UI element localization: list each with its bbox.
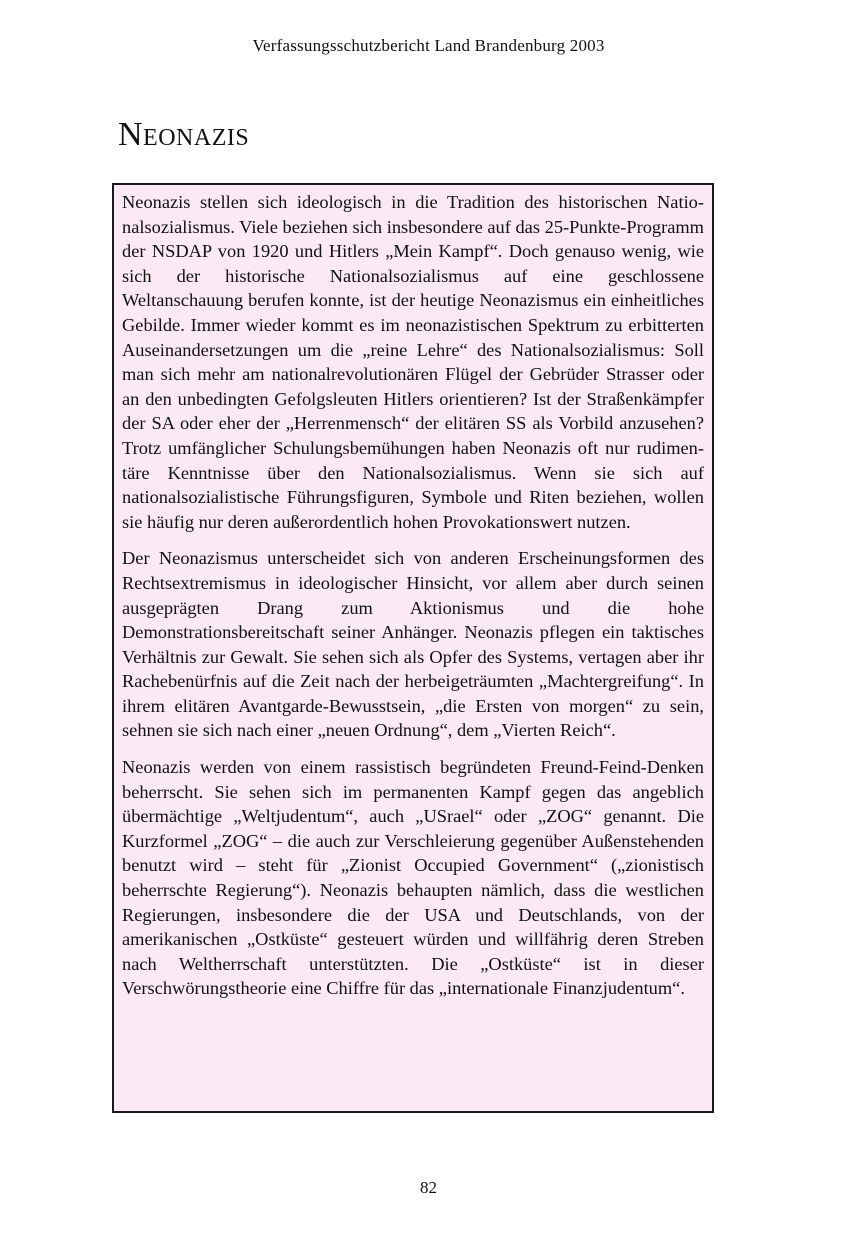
info-paragraph-3: Neonazis werden von einem rassistisch begründeten Freund-Feind-Denken beherrscht. Sie sehen sich im permanenten Kampf gegen das angeblich übermächtige „Weltjudentum“, auch „USrael“ oder „ZOG“ genannt. Die Kurzformel „ZOG“ – die auch zur Verschleierung gegenüber Außenstehenden benutzt wird – steht für „Zionist Occupied Government“ („zionistisch beherrschte Regierung“). Neonazis behaupten nämlich, dass die westlichen Regierungen, insbesondere die der USA und Deutschlands, von der amerikanischen „Ostküste“ gesteuert würden und willfährig deren Streben nach Weltherrschaft unterstützten. Die „Ostküste“ ist in dieser Verschwörungstheorie eine Chiffre für das „internationale Finanzjudentum“.: [122, 757, 704, 999]
section-title: Neonazis: [118, 116, 250, 153]
page-number: 82: [420, 1178, 437, 1197]
info-box: [112, 183, 714, 1113]
info-paragraph-2: Der Neonazismus unterscheidet sich von anderen Erscheinungsformen des Rechtsextremismus in ideologischer Hinsicht, vor allem aber durch seinen ausgeprägten Drang zum Aktionismus und die hohe Demonstrationsbereitschaft seiner Anhänger. Neonazis pflegen ein taktisches Verhältnis zur Gewalt. Sie sehen sich als Opfer des Systems, vertagen aber ihr Rachebenürfnis auf die Zeit nach der herbeigeträumten „Machtergreifung“. In ihrem elitären Avantgarde-Bewusstsein, „die Ersten von morgen“ zu sein, sehnen sie sich nach einer „neuen Ordnung“, dem „Vierten Reich“.: [122, 548, 704, 741]
running-header: Verfassungsschutzbericht Land Brandenburg 2003: [252, 36, 605, 55]
info-paragraph-1: Neonazis stellen sich ideologisch in die Tradition des historischen Nationalsozialismus. Viele beziehen sich insbesondere auf das 25-Punkte-Programm der NSDAP von 1920 und Hitlers „Mein Kampf“. Doch genauso wenig, wie sich der historische Nationalsozialismus auf eine geschlossene Weltanschauung berufen konnte, ist der heutige Neonazismus ein einheitliches Gebilde. Immer wieder kommt es im neonazistischen Spektrum zu erbitterten Auseinandersetzungen um die „reine Lehre“ des Nationalsozialismus: Soll man sich mehr am nationalrevolutionären Flügel der Gebrüder Strasser oder an den unbedingten Gefolgsleuten Hitlers orientieren? Ist der Straßenkämpfer der SA oder eher der „Herrenmensch“ der elitären SS als Vorbild anzusehen? Trotz umfänglicher Schulungsbemühungen haben Neonazis oft nur rudimentäre Kenntnisse über den Nationalsozialismus. Wenn sie sich auf nationalsozialistische Führungsfiguren, Symbole und Riten beziehen, wollen sie häufig nur deren außerordentlich hohen Provokationswert nutzen.: [122, 192, 704, 532]
